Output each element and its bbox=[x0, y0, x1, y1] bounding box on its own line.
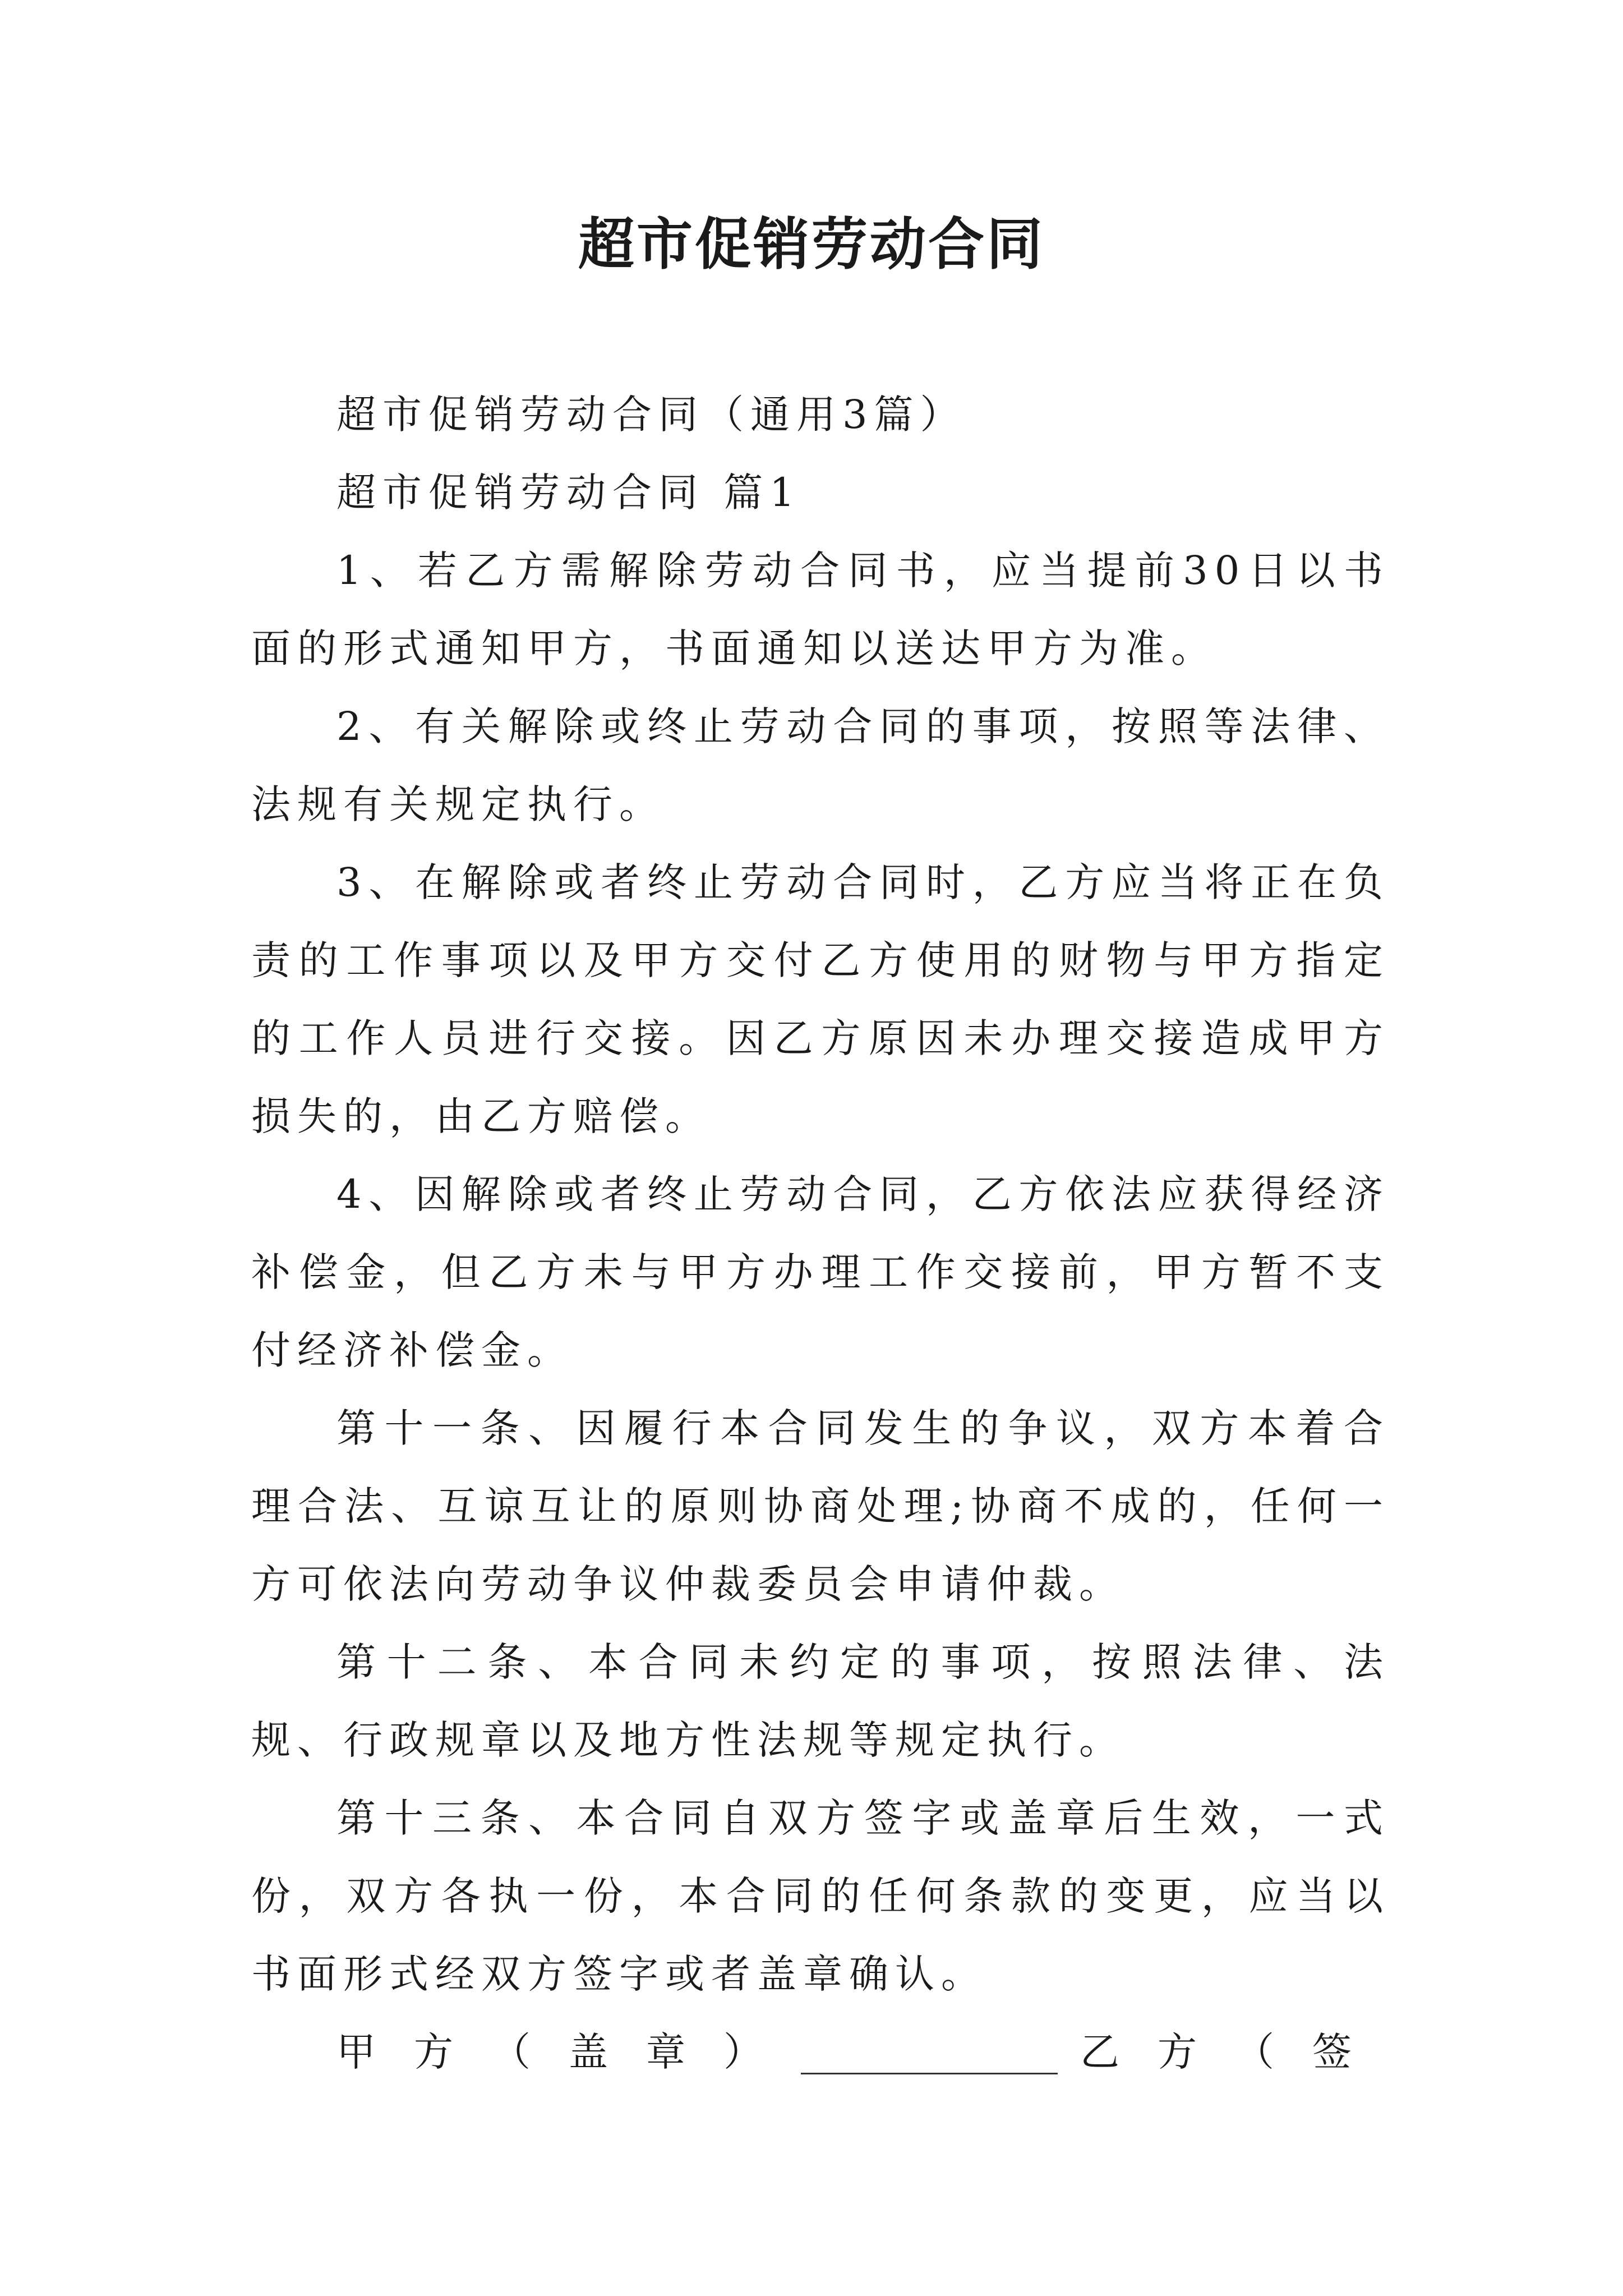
document-title: 超市促销劳动合同 bbox=[578, 211, 1045, 277]
party-a-signature-blank bbox=[801, 2073, 1058, 2074]
signature-line bbox=[336, 2013, 1390, 2091]
paragraph-article-12: 第十二条、本合同未约定的事项，按照法律、法规、行政规章以及地方性法规等规定执行。 bbox=[251, 1639, 1390, 1763]
paragraph-article-11: 第十一条、因履行本合同发生的争议，双方本着合理合法、互谅互让的原则协商处理;协商不成的，任何一方可依法向劳动争议仲裁委员会申请仲裁。 bbox=[251, 1405, 1390, 1607]
paragraph-clause-1: 1、若乙方需解除劳动合同书，应当提前30日以书面的形式通知甲方，书面通知以送达甲方为准。 bbox=[251, 547, 1390, 671]
paragraph-section-heading: 超市促销劳动合同 篇1 bbox=[336, 470, 801, 516]
party-a-label: 甲方（盖章） bbox=[336, 2029, 801, 2075]
paragraph-clause-2: 2、有关解除或终止劳动合同的事项，按照等法律、法规有关规定执行。 bbox=[251, 703, 1390, 827]
paragraph-subtitle: 超市促销劳动合同（通用3篇） bbox=[336, 392, 966, 438]
document-body bbox=[251, 376, 1390, 2091]
paragraph-clause-4: 4、因解除或者终止劳动合同，乙方依法应获得经济补偿金，但乙方未与甲方办理工作交接前，甲方暂不支付经济补偿金。 bbox=[251, 1171, 1390, 1373]
party-b-label: 乙方（签 bbox=[1080, 2029, 1390, 2075]
paragraph-article-13: 第十三条、本合同自双方签字或盖章后生效，一式份，双方各执一份，本合同的任何条款的变更，应当以书面形式经双方签字或者盖章确认。 bbox=[251, 1795, 1390, 1997]
paragraph-clause-3: 3、在解除或者终止劳动合同时，乙方应当将正在负责的工作事项以及甲方交付乙方使用的财物与甲方指定的工作人员进行交接。因乙方原因未办理交接造成甲方损失的，由乙方赔偿。 bbox=[251, 859, 1390, 1139]
